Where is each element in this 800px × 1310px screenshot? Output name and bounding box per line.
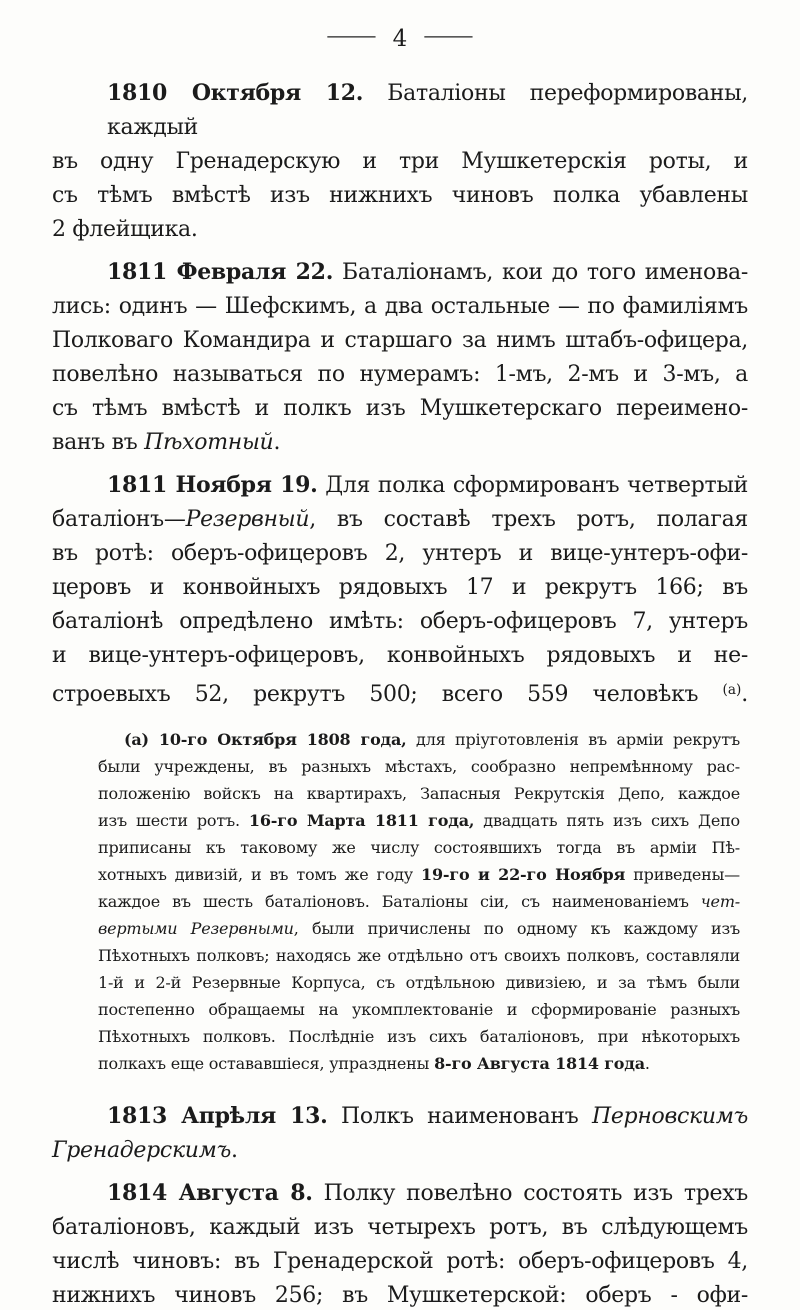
text-line (98, 1023, 740, 1050)
text-line (52, 1211, 748, 1245)
text-run: вертыми Резервными (98, 919, 294, 938)
text-run: Пѣхотный (144, 430, 274, 455)
text-line (52, 255, 748, 290)
text-run: 8-го Августа 1814 года (434, 1054, 645, 1073)
text-run: баталіоновъ, каждый изъ четырехъ ротъ, въ слѣдующемъ (52, 1215, 748, 1240)
text-run: двадцать пять изъ сихъ Депо (474, 811, 740, 830)
text-line (52, 1279, 748, 1310)
text-run: 1814 Августа 8. (107, 1180, 313, 1206)
text-run: Пѣхотныхъ полковъ; находясь же отдѣльно отъ своихъ полковъ, составляли (98, 946, 740, 965)
text-run: положенію войскъ на квартирахъ, Запасныя Рекрутскія Депо, каждое (98, 784, 740, 803)
page-header (52, 24, 748, 60)
footnote-a (98, 726, 740, 1077)
text-run: , въ составѣ трехъ ротъ, полагая (309, 507, 748, 532)
text-line (52, 1176, 748, 1211)
text-line (52, 179, 748, 213)
text-line (52, 358, 748, 392)
text-run: Гренадерскимъ (52, 1138, 231, 1163)
text-line (98, 996, 740, 1023)
text-line (52, 426, 748, 460)
text-run: съ тѣмъ вмѣстѣ и полкъ изъ Мушкетерскаго переимено- (52, 396, 748, 421)
text-line (52, 605, 748, 639)
text-run: Для полка сформированъ четвертый (317, 473, 748, 498)
entry-1810-10-12 (52, 76, 748, 247)
text-run: Резервный (185, 507, 310, 532)
header-dash-left: — (324, 24, 378, 48)
header-dash-right: — (422, 24, 476, 48)
text-run: 16-го Марта 1811 года, (248, 811, 475, 830)
text-run: съ тѣмъ вмѣстѣ изъ нижнихъ чиновъ полка убавлены (52, 183, 748, 208)
text-run: Полковаго Командира и старшаго за нимъ штабъ-офицера, (52, 328, 748, 353)
text-line (98, 834, 740, 861)
text-run: , были причислены по одному къ каждому изъ (293, 919, 740, 938)
text-run: лись: одинъ — Шефскимъ, а два остальные — по фамиліямъ (52, 294, 748, 319)
text-run: для пріуготовленія въ арміи рекрутъ (406, 730, 740, 749)
text-run: строевыхъ 52, рекрутъ 500; всего 559 человѣкъ (52, 682, 723, 707)
text-run: Перновскимъ (591, 1104, 749, 1129)
text-line (98, 780, 740, 807)
text-line (52, 290, 748, 324)
text-run: . (741, 682, 748, 707)
text-run: и вице-унтеръ-офицеровъ, конвойныхъ рядовыхъ и не- (52, 643, 748, 668)
text-run: ванъ въ (52, 430, 145, 455)
text-run: изъ шести ротъ. (98, 811, 249, 830)
footnote-marker: (а) (722, 682, 742, 698)
text-run: 1813 Апрѣля 13. (107, 1103, 328, 1129)
text-run: Баталіоны переформированы, каждый (107, 81, 748, 140)
text-line (52, 503, 748, 537)
page-number: 4 (392, 26, 408, 52)
text-line (52, 392, 748, 426)
text-line (52, 1099, 748, 1134)
text-run: нижнихъ чиновъ 256; въ Мушкетерской: оберъ - офи- (52, 1283, 748, 1308)
entry-1813-04-13 (52, 1099, 748, 1168)
text-run: церовъ и конвойныхъ рядовыхъ 17 и рекрутъ 166; въ (52, 575, 748, 600)
text-line (52, 1245, 748, 1279)
text-line (52, 639, 748, 673)
text-line (98, 942, 740, 969)
text-run: 1811 Ноября 19. (107, 472, 318, 498)
text-run: въ одну Гренадерскую и три Мушкетерскія роты, и (52, 149, 748, 174)
text-run: . (230, 1138, 238, 1163)
text-run: хотныхъ дивизій, и въ томъ же году (98, 865, 422, 884)
text-run: каждое въ шесть баталіоновъ. Баталіоны сіи, съ наименованіемъ (98, 892, 701, 911)
text-line (52, 537, 748, 571)
text-run: чет- (700, 892, 740, 911)
text-run: полкахъ еще остававшіеся, упразднены (98, 1054, 435, 1073)
text-line (52, 468, 748, 503)
text-run: Баталіонамъ, кои до того именова- (333, 260, 748, 285)
text-line (52, 673, 748, 712)
text-line (98, 753, 740, 780)
text-run: въ ротѣ: оберъ-офицеровъ 2, унтеръ и вице-унтеръ-офи- (52, 541, 748, 566)
text-run: баталіонъ— (52, 507, 186, 532)
text-run: баталіонѣ опредѣлено имѣть: оберъ-офицеровъ 7, унтеръ (52, 609, 748, 634)
text-line (98, 969, 740, 996)
text-run: Полкъ наименованъ (327, 1104, 592, 1129)
text-line (52, 1134, 748, 1168)
entry-1811-11-19 (52, 468, 748, 712)
text-run: повелѣно называться по нумерамъ: 1-мъ, 2-мъ и 3-мъ, а (52, 362, 748, 387)
text-run: . (644, 1054, 650, 1073)
text-run: числѣ чиновъ: въ Гренадерской ротѣ: оберъ-офицеровъ 4, (52, 1249, 748, 1274)
text-run: были учреждены, въ разныхъ мѣстахъ, сообразно непремѣнному рас- (98, 757, 740, 776)
text-run: (а) 10-го Октября 1808 года, (124, 730, 407, 749)
main-text (52, 76, 748, 1310)
text-line (52, 324, 748, 358)
entry-1814-08-08 (52, 1176, 748, 1310)
text-line (98, 888, 740, 915)
text-line (52, 145, 748, 179)
text-line (98, 726, 740, 753)
text-run: 1-й и 2-й Резервные Корпуса, съ отдѣльною дивизіею, и за тѣмъ были (98, 973, 740, 992)
text-run: 19-го и 22-го Ноября (421, 865, 626, 884)
text-run: приписаны къ таковому же числу состоявшихъ тогда въ арміи Пѣ- (98, 838, 740, 857)
text-line (52, 571, 748, 605)
text-run: постепенно обращаемы на укомплектованіе и сформированіе разныхъ (98, 1000, 740, 1019)
text-line (52, 76, 748, 145)
text-run: приведены— (625, 865, 740, 884)
text-line (98, 861, 740, 888)
text-run: Пѣхотныхъ полковъ. Послѣдніе изъ сихъ баталіоновъ, при нѣкоторыхъ (98, 1027, 740, 1046)
text-line (98, 1050, 740, 1077)
entry-1811-02-22 (52, 255, 748, 460)
text-run: . (273, 430, 281, 455)
text-line (98, 807, 740, 834)
text-line (52, 213, 748, 247)
text-run: 2 флейщика. (52, 217, 198, 242)
text-run: Полку повелѣно состоять изъ трехъ (312, 1181, 748, 1206)
text-line (98, 915, 740, 942)
text-run: 1810 Октября 12. (107, 80, 364, 106)
text-run: 1811 Февраля 22. (107, 259, 334, 285)
